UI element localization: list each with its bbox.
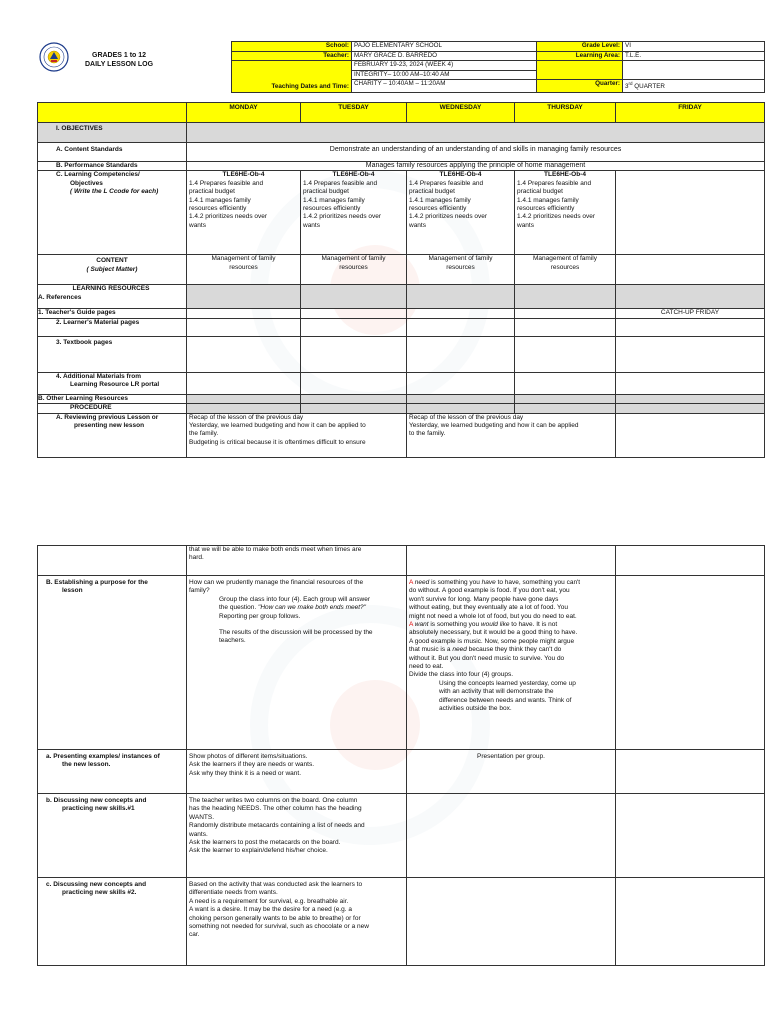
competency-line: 1.4 Prepares feasible and	[409, 179, 484, 187]
review-line: Budgeting is critical because it is oftentimes difficult to ensure	[189, 438, 366, 446]
am-thursday	[515, 372, 616, 394]
continued-line: hard.	[189, 554, 204, 562]
page-1	[0, 0, 768, 470]
cont-friday	[616, 546, 765, 576]
discussing-line: Randomly distribute metacards containing a list of needs and	[189, 822, 365, 830]
other-resources-label: B. Other Learning Resources	[38, 394, 187, 403]
objectives-fill	[187, 123, 765, 143]
discussing-2-friday	[616, 878, 765, 966]
additional-materials-line-2: Learning Resource LR portal	[70, 381, 160, 389]
purpose-text: need	[452, 646, 467, 654]
grade-value: VI	[623, 42, 765, 52]
content-label-line-2: ( Subject Matter)	[86, 265, 138, 273]
references-label: A. References	[38, 293, 82, 301]
header-blank	[38, 103, 187, 123]
proc-monday	[187, 404, 301, 413]
discussing-1-label-line-1: b. Discussing new concepts and	[46, 797, 147, 804]
olr-thursday	[515, 394, 616, 403]
dates-line-1: FEBRUARY 19-23, 2024 (WEEK 4)	[352, 61, 537, 71]
content-standards-label: A. Content Standards	[38, 143, 187, 162]
learning-resources-heading: LEARNING RESOURCES	[72, 285, 150, 293]
tb-thursday	[515, 336, 616, 372]
discussing-1-wednesday	[407, 794, 616, 878]
content-thursday	[515, 255, 616, 285]
purpose-text: need	[414, 579, 430, 586]
quarter-label: Quarter:	[537, 80, 623, 93]
lm-monday	[187, 318, 301, 336]
header-info-table	[231, 41, 765, 93]
reviewing-lesson-label	[38, 413, 187, 457]
discussing-line: A want is a desire. It may be the desire for a need (e.g. a	[189, 906, 352, 914]
competency-line: 1.4.1 manages family	[189, 196, 251, 204]
presenting-examples-label	[38, 750, 187, 794]
tb-monday	[187, 336, 301, 372]
competency-line: resources efficiently	[189, 205, 247, 213]
document-title	[85, 51, 153, 69]
discussing-1-label	[38, 794, 187, 878]
school-label: School:	[232, 42, 352, 52]
day-tuesday: TUESDAY	[301, 103, 407, 123]
competency-line: 1.4.2 prioritizes needs over	[303, 213, 382, 221]
catch-up-friday: CATCH-UP FRIDAY	[616, 309, 765, 318]
am-wednesday	[407, 372, 515, 394]
lr-thursday	[515, 285, 616, 309]
competency-line: 1.4.2 prioritizes needs over	[189, 213, 268, 221]
purpose-monday	[187, 576, 407, 750]
discussing-line: Based on the activity that was conducted ask the learners to	[189, 881, 363, 888]
proc-wednesday	[407, 404, 515, 413]
am-friday	[616, 372, 765, 394]
lm-tuesday	[301, 318, 407, 336]
proc-friday	[616, 404, 765, 413]
content-tuesday	[301, 255, 407, 285]
olr-tuesday	[301, 394, 407, 403]
continued-line: that we will be able to make both ends meet when times are	[189, 546, 362, 553]
competency-line: 1.4.2 prioritizes needs over	[517, 213, 596, 221]
blank-yellow-cell	[537, 61, 623, 80]
tb-wednesday	[407, 336, 515, 372]
teacher-value: MARY GRACE D. BARREDO	[352, 51, 537, 61]
grade-label: Grade Level:	[537, 42, 623, 52]
review-line: Yesterday, we learned budgeting and how it can be applied	[409, 422, 579, 430]
reviewing-monday-tuesday	[187, 413, 407, 457]
competency-line: 1.4.2 prioritizes needs over	[409, 213, 488, 221]
lr-friday	[616, 285, 765, 309]
competency-line: resources efficiently	[409, 205, 467, 213]
content-line: resources	[229, 263, 258, 271]
presenting-line: Ask the learners if they are needs or wants.	[189, 761, 315, 769]
competency-line: 1.4 Prepares feasible and	[303, 179, 378, 187]
presenting-line: Show photos of different items/situations.	[189, 753, 308, 760]
olr-friday	[616, 394, 765, 403]
competency-line: 1.4 Prepares feasible and	[189, 179, 264, 187]
competencies-thursday	[515, 171, 616, 255]
purpose-line: absolutely necessary, but it would be a good thing to have.	[409, 629, 578, 637]
purpose-line: with an activity that will demonstrate the	[439, 688, 554, 696]
competencies-label-line-1: C. Learning Competencies/	[56, 171, 140, 179]
performance-standards-value: Manages family resources applying the principle of home management	[187, 162, 765, 171]
discussing-2-wednesday	[407, 878, 616, 966]
discussing-line: car.	[189, 931, 200, 939]
purpose-line: without eating, but they eventually ate a lot of food. You	[409, 604, 569, 612]
discussing-line: WANTS.	[189, 813, 215, 821]
learning-resources-label	[38, 285, 187, 309]
competency-line: 1.4.1 manages family	[409, 196, 471, 204]
discussing-2-label-line-2: practicing new skills #2.	[62, 889, 137, 897]
dll-header	[37, 41, 764, 93]
discussing-line: has the heading NEEDS. The other column has the heading	[189, 805, 362, 813]
purpose-text: A	[409, 621, 415, 629]
competency-code: TLE6HE-Ob-4	[222, 171, 265, 179]
reviewing-friday	[616, 413, 765, 457]
content-line: Management of family	[321, 255, 386, 263]
objectives-heading: I. OBJECTIVES	[38, 123, 187, 143]
dates-label: Teaching Dates and Time:	[232, 61, 352, 93]
purpose-line: Divide the class into four (4) groups.	[409, 671, 514, 679]
competencies-wednesday	[407, 171, 515, 255]
competency-line: wants	[409, 221, 426, 229]
competency-line: wants	[517, 221, 534, 229]
presenting-friday	[616, 750, 765, 794]
purpose-line: family?	[189, 587, 210, 595]
purpose-line	[409, 579, 613, 587]
presenting-label-line-1: a. Presenting examples/ instances of	[46, 753, 160, 760]
discussing-2-monday	[187, 878, 407, 966]
competency-code: TLE6HE-Ob-4	[544, 171, 586, 179]
competency-line: practical budget	[303, 188, 349, 196]
learners-material-label: 2. Learner's Material pages	[38, 318, 187, 336]
purpose-line: Reporting per group follows.	[219, 612, 301, 620]
purpose-line	[409, 646, 613, 654]
reviewing-wednesday-thursday	[407, 413, 616, 457]
dates-line-3: CHARITY – 10:40AM – 11:20AM	[352, 80, 537, 93]
dates-line-2: INTEGRITY– 10:00 AM–10:40 AM	[352, 70, 537, 80]
competency-line: resources efficiently	[517, 205, 575, 213]
discussing-line: wants.	[189, 830, 208, 838]
competency-line: resources efficiently	[303, 205, 361, 213]
purpose-text: is something you	[428, 621, 481, 629]
content-line: resources	[446, 263, 475, 271]
content-wednesday	[407, 255, 515, 285]
competency-line: wants	[189, 221, 206, 229]
purpose-text: because they think they can't do	[466, 646, 562, 654]
presenting-label-line-2: the new lesson.	[62, 761, 111, 769]
purpose-text: A	[409, 579, 415, 586]
discussing-line: A need is a requirement for survival, e.g. breathable air.	[189, 897, 349, 905]
discussing-line: choking person generally wants to be able to breathe) or for	[189, 914, 361, 922]
tb-friday	[616, 336, 765, 372]
purpose-text: the question.	[219, 604, 259, 612]
purpose-wednesday	[407, 576, 616, 750]
additional-materials-line-1: 4. Additional Materials from	[56, 372, 141, 380]
competencies-tuesday	[301, 171, 407, 255]
reviewing-label-line-2: presenting new lesson	[74, 422, 145, 430]
competency-code: TLE6HE-Ob-4	[439, 171, 482, 179]
purpose-line: Group the class into four (4). Each group will answer	[219, 595, 371, 603]
lm-thursday	[515, 318, 616, 336]
competencies-label	[38, 171, 187, 255]
content-label	[38, 255, 187, 285]
lr-wednesday	[407, 285, 515, 309]
presenting-wednesday: Presentation per group.	[407, 750, 616, 794]
presenting-monday	[187, 750, 407, 794]
am-tuesday	[301, 372, 407, 394]
purpose-line: without it. But you don't need music to survive. You do	[409, 654, 565, 662]
reviewing-label-line-1: A. Reviewing previous Lesson or	[56, 413, 159, 421]
content-line: Management of family	[211, 255, 276, 263]
review-line: Yesterday, we learned budgeting and how it can be applied to	[189, 422, 366, 430]
discussing-1-friday	[616, 794, 765, 878]
competencies-label-line-2: Objectives	[70, 179, 103, 187]
quarter-value: 3rd QUARTER	[623, 80, 765, 93]
cont-wednesday	[407, 546, 616, 576]
teachers-guide-label: 1. Teacher's Guide pages	[38, 309, 187, 318]
competency-line: 1.4 Prepares feasible and	[517, 179, 592, 187]
competency-code: TLE6HE-Ob-4	[332, 171, 375, 179]
purpose-label-line-2: lesson	[62, 587, 83, 595]
performance-standards-label: B. Performance Standards	[38, 162, 187, 171]
discussing-line: Ask the learners to post the metacards on the board.	[189, 839, 341, 847]
title-dll: DAILY LESSON LOG	[85, 61, 154, 68]
purpose-line: activities outside the box.	[439, 705, 512, 713]
content-line: resources	[339, 263, 368, 271]
page-2	[0, 545, 768, 965]
purpose-line: difference between needs and wants. Think of	[439, 696, 572, 704]
am-monday	[187, 372, 301, 394]
tg-tuesday	[301, 309, 407, 318]
discussing-1-monday	[187, 794, 407, 878]
content-standards-value: Demonstrate an understanding of an understanding of and skills in managing family resources	[187, 143, 765, 162]
purpose-text: is something you	[429, 579, 482, 586]
title-grades: GRADES 1 to 12	[92, 52, 147, 59]
purpose-label	[38, 576, 187, 750]
review-line: to the family.	[409, 430, 446, 438]
purpose-line: need to eat.	[409, 663, 444, 671]
lesson-log-table-continued	[37, 545, 765, 966]
tg-wednesday	[407, 309, 515, 318]
discussing-2-label-line-1: c. Discussing new concepts and	[46, 881, 147, 888]
content-monday	[187, 255, 301, 285]
purpose-text: to have. It is not	[509, 621, 558, 629]
competency-line: practical budget	[409, 188, 455, 196]
purpose-text: to have, something you can't	[495, 579, 581, 586]
lesson-log-table	[37, 102, 765, 458]
discussing-line: something not needed for survival, such as chocolate or a new	[189, 923, 369, 931]
competency-line: practical budget	[189, 188, 235, 196]
day-thursday: THURSDAY	[515, 103, 616, 123]
day-friday: FRIDAY	[616, 103, 765, 123]
purpose-line: Using the concepts learned yesterday, come up	[439, 679, 576, 687]
day-monday: MONDAY	[187, 103, 301, 123]
discussing-2-label	[38, 878, 187, 966]
purpose-line: won't survive for long. Many people have gone days	[409, 595, 559, 603]
competencies-friday	[616, 171, 765, 255]
purpose-line	[409, 621, 613, 629]
discussing-line: differentiate needs from wants.	[189, 889, 278, 897]
purpose-line: The results of the discussion will be processed by the	[219, 629, 373, 637]
competency-line: 1.4.1 manages family	[303, 196, 365, 204]
competency-line: 1.4.1 manages family	[517, 196, 579, 204]
purpose-line: How can we prudently manage the financial resources of the	[189, 579, 364, 586]
competencies-monday	[187, 171, 301, 255]
olr-monday	[187, 394, 301, 403]
tg-thursday	[515, 309, 616, 318]
purpose-line: might not need a whole lot of food, but you do need to eat.	[409, 612, 577, 620]
purpose-text: would like	[480, 621, 510, 629]
area-value: T.L.E.	[623, 51, 765, 61]
spacer	[189, 621, 404, 629]
purpose-line: teachers.	[219, 637, 246, 645]
textbook-pages-label: 3. Textbook pages	[38, 336, 187, 372]
olr-wednesday	[407, 394, 515, 403]
review-line: Recap of the lesson of the previous day	[409, 413, 524, 421]
proc-thursday	[515, 404, 616, 413]
area-label: Learning Area:	[537, 51, 623, 61]
purpose-question: "How can we make both ends meet?"	[258, 604, 366, 612]
discussing-line: Ask the learner to explain/defend his/her choice.	[189, 847, 328, 855]
purpose-text: want	[414, 621, 429, 629]
tg-monday	[187, 309, 301, 318]
purpose-line: A good example is music. Now, some people might argue	[409, 637, 575, 645]
continued-monday	[187, 546, 407, 576]
purpose-text: that music is a	[409, 646, 453, 654]
presenting-line: Ask why they think it is a need or want.	[189, 769, 301, 777]
purpose-line	[189, 604, 404, 612]
purpose-text: have	[481, 579, 496, 586]
lm-friday	[616, 318, 765, 336]
proc-tuesday	[301, 404, 407, 413]
competency-line: wants	[303, 221, 320, 229]
lr-monday	[187, 285, 301, 309]
review-line: Recap of the lesson of the previous day	[189, 413, 304, 421]
content-line: resources	[550, 263, 580, 271]
discussing-1-label-line-2: practicing new skills.#1	[62, 805, 135, 813]
review-line: the family.	[189, 430, 219, 438]
competency-line: practical budget	[517, 188, 563, 196]
blank-cell	[623, 61, 765, 80]
school-value: PAJO ELEMENTARY SCHOOL	[352, 42, 537, 52]
deped-seal-logo	[39, 42, 69, 72]
discussing-line: The teacher writes two columns on the board. One column	[189, 797, 358, 804]
cont-label	[38, 546, 187, 576]
procedure-label: PROCEDURE	[38, 404, 187, 413]
content-line: Management of family	[428, 255, 493, 263]
purpose-friday	[616, 576, 765, 750]
content-friday	[616, 255, 765, 285]
tb-tuesday	[301, 336, 407, 372]
additional-materials-label	[38, 372, 187, 394]
competencies-label-line-3: ( Write the L Ccode for each)	[70, 188, 159, 196]
lm-wednesday	[407, 318, 515, 336]
content-line: Management of family	[533, 255, 597, 263]
purpose-line: do without. A good example is food. If you don't eat, you	[409, 587, 570, 595]
purpose-label-line-1: B. Establishing a purpose for the	[46, 579, 148, 586]
teacher-label: Teacher:	[232, 51, 352, 61]
lr-tuesday	[301, 285, 407, 309]
day-wednesday: WEDNESDAY	[407, 103, 515, 123]
content-label-line-1: CONTENT	[96, 257, 128, 265]
